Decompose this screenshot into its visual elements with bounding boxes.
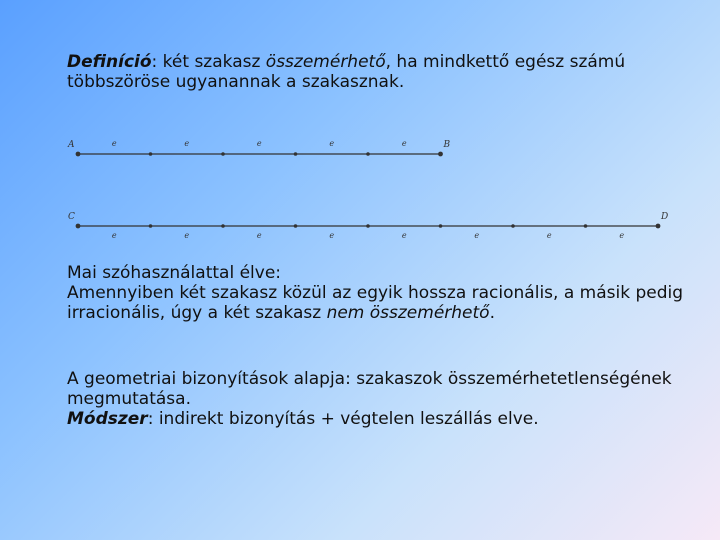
segment-ab-unit-label: e: [184, 139, 190, 148]
segment-cd-end-label: D: [661, 212, 669, 222]
segment-cd-point: [366, 224, 370, 228]
segment-ab: [67, 139, 451, 156]
segment-cd-point: [221, 224, 225, 228]
segment-cd-point: [76, 224, 81, 229]
segment-cd-unit-label: e: [401, 231, 407, 240]
segment-cd-point: [149, 224, 153, 228]
segment-cd-unit-label: e: [184, 231, 190, 240]
method-text: [67, 409, 707, 429]
segment-cd-unit-label: e: [111, 231, 117, 240]
segment-cd-start-label: C: [68, 212, 75, 222]
segment-cd-unit-label: e: [474, 231, 480, 240]
modern-terms-paragraph: [67, 263, 707, 323]
segment-ab-point: [149, 152, 153, 156]
segment-cd-unit-label: e: [619, 231, 625, 240]
definition-term: Definíció: [67, 52, 152, 72]
segment-cd-point: [584, 224, 588, 228]
segment-ab-start-label: A: [68, 140, 75, 150]
definition-text: [67, 52, 707, 92]
geometry-basis-text: A geometriai bizonyítások alapja: szakaszok összemérhetetlenségének megmutatása.: [67, 369, 672, 409]
segment-ab-unit-label: e: [401, 139, 407, 148]
segment-ab-point: [366, 152, 370, 156]
modern-terms-heading: Mai szóhasználattal élve:: [67, 263, 282, 283]
method-label: Módszer: [67, 409, 148, 429]
segment-cd-unit-label: e: [546, 231, 552, 240]
segment-ab-point: [438, 152, 443, 157]
modern-terms-end: .: [489, 303, 495, 323]
definition-sep: : két szakasz: [151, 52, 266, 72]
segment-ab-unit-label: e: [329, 139, 335, 148]
modern-terms-text: [67, 283, 707, 323]
segment-cd-point: [439, 224, 443, 228]
segment-cd-unit-label: e: [256, 231, 262, 240]
segment-ab-point: [294, 152, 298, 156]
segment-ab-point: [221, 152, 225, 156]
geometry-paragraph: [67, 369, 707, 429]
definition-paragraph: [67, 52, 707, 92]
segment-ab-unit-label: e: [111, 139, 117, 148]
definition-term-commensurable: összemérhető: [265, 52, 386, 72]
segment-ab-point: [76, 152, 81, 157]
method-description: : indirekt bizonyítás + végtelen leszállás elve.: [147, 409, 539, 429]
segment-cd: [68, 212, 668, 240]
definition-rest: , ha mindkettő egész számú többszöröse ugyanannak a szakasznak.: [67, 52, 626, 92]
segment-cd-point: [294, 224, 298, 228]
modern-terms-main: Amennyiben két szakasz közül az egyik hossza racionális, a másik pedig irracionális, úgy a két szakasz: [67, 283, 684, 323]
segment-cd-point: [511, 224, 515, 228]
segment-ab-unit-label: e: [256, 139, 262, 148]
segment-ab-end-label: B: [443, 140, 451, 150]
segment-cd-unit-label: e: [329, 231, 335, 240]
modern-terms-italic: nem összemérhető: [326, 303, 490, 323]
segment-figure: [60, 132, 680, 242]
segment-cd-point: [656, 224, 661, 229]
